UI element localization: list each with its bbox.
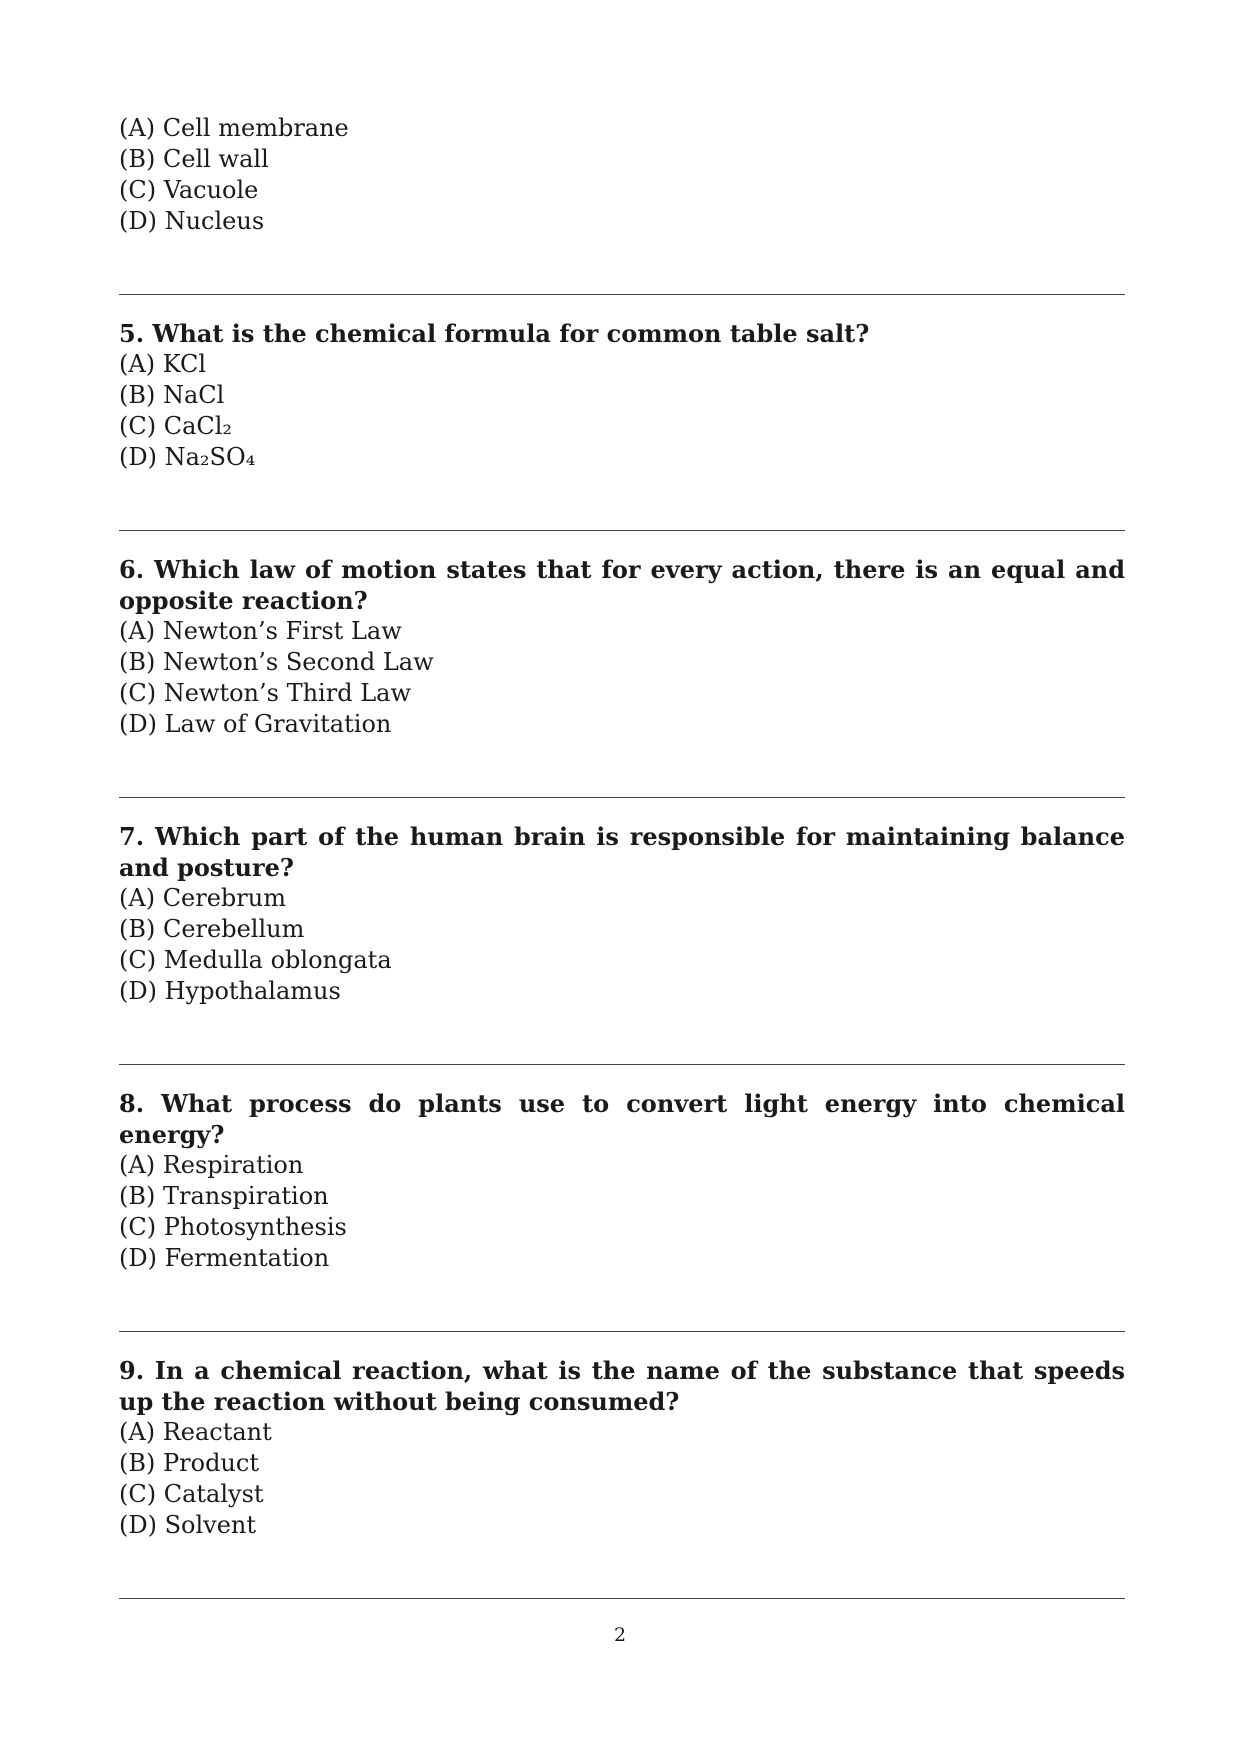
question-6 bbox=[119, 554, 1125, 740]
option-b: (B) Cell wall bbox=[119, 145, 269, 173]
option-a: (A) Respiration bbox=[119, 1151, 304, 1179]
divider bbox=[119, 1064, 1125, 1065]
option-a: (A) KCl bbox=[119, 350, 207, 378]
question-5-text: 5. What is the chemical formula for common table salt? bbox=[119, 319, 870, 348]
option-b: (B) Transpiration bbox=[119, 1182, 329, 1210]
page-number: 2 bbox=[613, 1624, 627, 1646]
question-8-text: 8. What process do plants use to convert light energy into chemical energy? bbox=[119, 1089, 1125, 1149]
option-d: (D) Fermentation bbox=[119, 1244, 330, 1272]
option-c: (C) Vacuole bbox=[119, 176, 259, 204]
option-d: (D) Nucleus bbox=[119, 207, 265, 235]
question-5 bbox=[119, 318, 1125, 473]
option-a: (A) Cell membrane bbox=[119, 114, 349, 142]
option-c: (C) Catalyst bbox=[119, 1480, 264, 1508]
option-a: (A) Newton’s First Law bbox=[119, 617, 402, 645]
option-d: (D) Hypothalamus bbox=[119, 977, 341, 1005]
question-7-text: 7. Which part of the human brain is responsible for maintaining balance and posture? bbox=[119, 822, 1125, 882]
option-c: (C) Photosynthesis bbox=[119, 1213, 347, 1241]
question-9 bbox=[119, 1355, 1125, 1541]
question-6-text: 6. Which law of motion states that for every action, there is an equal and opposite reaction? bbox=[119, 555, 1125, 615]
option-c: (C) Newton’s Third Law bbox=[119, 679, 411, 707]
option-b: (B) Product bbox=[119, 1449, 259, 1477]
option-c: (C) CaCl₂ bbox=[119, 412, 233, 440]
divider bbox=[119, 797, 1125, 798]
divider bbox=[119, 1598, 1125, 1599]
divider bbox=[119, 530, 1125, 531]
option-d: (D) Law of Gravitation bbox=[119, 710, 392, 738]
option-a: (A) Reactant bbox=[119, 1418, 272, 1446]
option-c: (C) Medulla oblongata bbox=[119, 946, 392, 974]
page-content bbox=[119, 113, 1125, 1599]
question-8 bbox=[119, 1088, 1125, 1274]
option-b: (B) NaCl bbox=[119, 381, 225, 409]
question-7 bbox=[119, 821, 1125, 1007]
question-9-text: 9. In a chemical reaction, what is the name of the substance that speeds up the reaction without being consumed? bbox=[119, 1356, 1125, 1416]
option-a: (A) Cerebrum bbox=[119, 884, 286, 912]
question-4-options bbox=[119, 113, 1125, 237]
option-d: (D) Na₂SO₄ bbox=[119, 443, 256, 471]
divider bbox=[119, 294, 1125, 295]
divider bbox=[119, 1331, 1125, 1332]
option-b: (B) Newton’s Second Law bbox=[119, 648, 434, 676]
option-d: (D) Solvent bbox=[119, 1511, 257, 1539]
option-b: (B) Cerebellum bbox=[119, 915, 305, 943]
